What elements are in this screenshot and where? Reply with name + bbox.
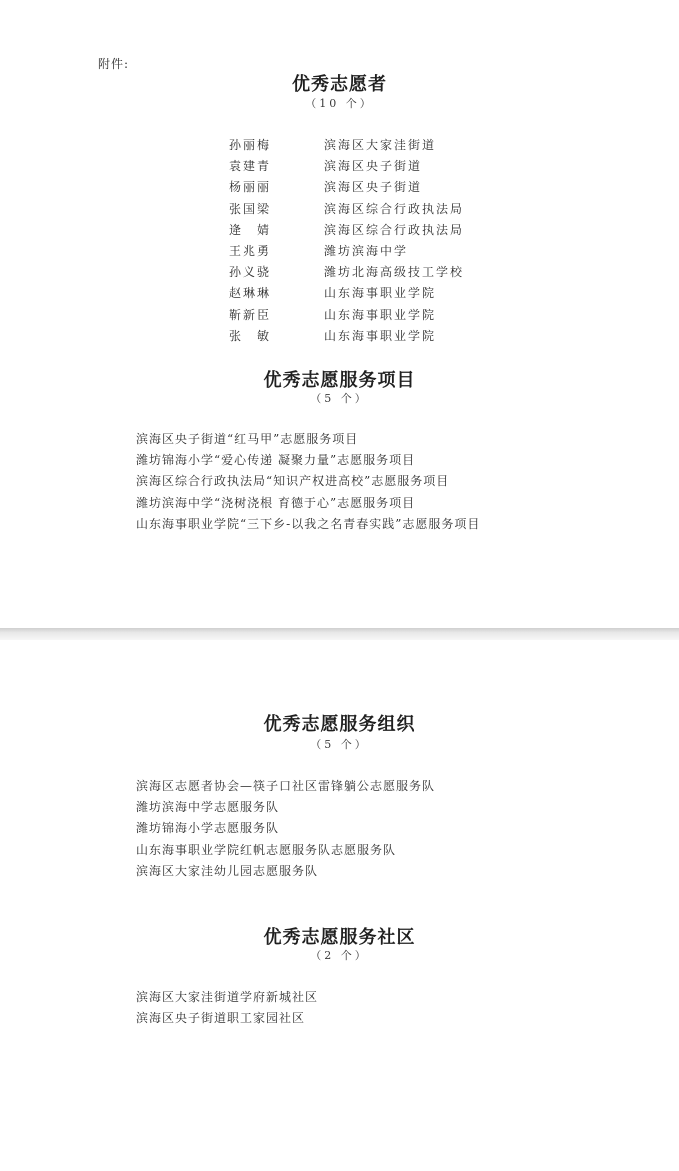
list-item [229,177,464,198]
volunteer-unit: 滨海区大家洼街道 [324,138,437,152]
communities-count: （2 个） [310,949,369,962]
organizations-list [98,776,578,882]
list-item: 滨海区大家洼街道学府新城社区 [136,990,319,1004]
volunteer-name: 逄 婧 [229,222,272,237]
volunteer-unit: 潍坊北海高级技工学校 [324,265,465,280]
list-item [229,283,464,304]
document-page-2 [0,640,679,1171]
volunteers-count: （10 个） [305,97,374,110]
volunteer-unit: 滨海区央子街道 [324,159,423,174]
volunteer-unit: 潍坊滨海中学 [324,243,409,258]
volunteers-list [229,135,464,347]
list-item [229,241,464,262]
volunteer-unit: 滨海区综合行政执法局 [324,201,465,216]
list-item [229,262,464,283]
list-item: 潍坊滨海中学志愿服务队 [136,800,280,815]
volunteer-name: 张 敏 [229,328,272,343]
list-item [229,199,464,220]
projects-list [98,429,578,535]
list-item: 潍坊滨海中学“浇树浇根 育德于心”志愿服务项目 [136,495,416,510]
list-item [229,326,464,347]
list-item [229,220,464,241]
volunteer-unit: 山东海事职业学院 [324,307,437,322]
projects-title: 优秀志愿服务项目 [263,370,416,391]
volunteer-name: 杨丽丽 [229,180,272,195]
volunteer-name: 赵琳琳 [229,286,272,301]
volunteer-unit: 山东海事职业学院 [324,328,437,343]
organizations-title: 优秀志愿服务组织 [263,714,416,735]
volunteer-unit: 滨海区综合行政执法局 [324,222,465,237]
communities-title: 优秀志愿服务社区 [263,927,416,948]
organizations-count: （5 个） [310,738,369,751]
list-item: 滨海区央子街道“红马甲”志愿服务项目 [136,432,359,446]
volunteer-unit: 山东海事职业学院 [324,286,437,301]
list-item [229,135,464,156]
volunteer-name: 袁建青 [229,159,272,174]
projects-count: （5 个） [310,392,369,405]
list-item: 滨海区大家洼幼儿园志愿服务队 [136,863,319,878]
list-item: 山东海事职业学院“三下乡-以我之名青春实践”志愿服务项目 [136,516,481,531]
volunteer-name: 孙义骁 [229,265,272,280]
volunteer-name: 王兆勇 [229,243,272,258]
communities-list [98,987,578,1029]
list-item: 山东海事职业学院红帆志愿服务队志愿服务队 [136,842,397,857]
list-item: 潍坊锦海小学志愿服务队 [136,821,280,836]
list-item: 滨海区央子街道职工家园社区 [136,1011,306,1026]
list-item: 滨海区志愿者协会—筷子口社区雷锋躺公志愿服务队 [136,779,436,793]
volunteer-name: 孙丽梅 [229,138,272,152]
volunteer-name: 靳新臣 [229,307,272,322]
volunteer-unit: 滨海区央子街道 [324,180,423,195]
page-separator [0,628,679,640]
list-item: 潍坊锦海小学“爱心传递 凝聚力量”志愿服务项目 [136,453,416,468]
attachment-label: 附件: [98,57,130,71]
volunteer-name: 张国梁 [229,201,272,216]
volunteers-title: 优秀志愿者 [292,74,387,95]
list-item: 滨海区综合行政执法局“知识产权进高校”志愿服务项目 [136,474,450,489]
list-item [229,156,464,177]
list-item [229,305,464,326]
